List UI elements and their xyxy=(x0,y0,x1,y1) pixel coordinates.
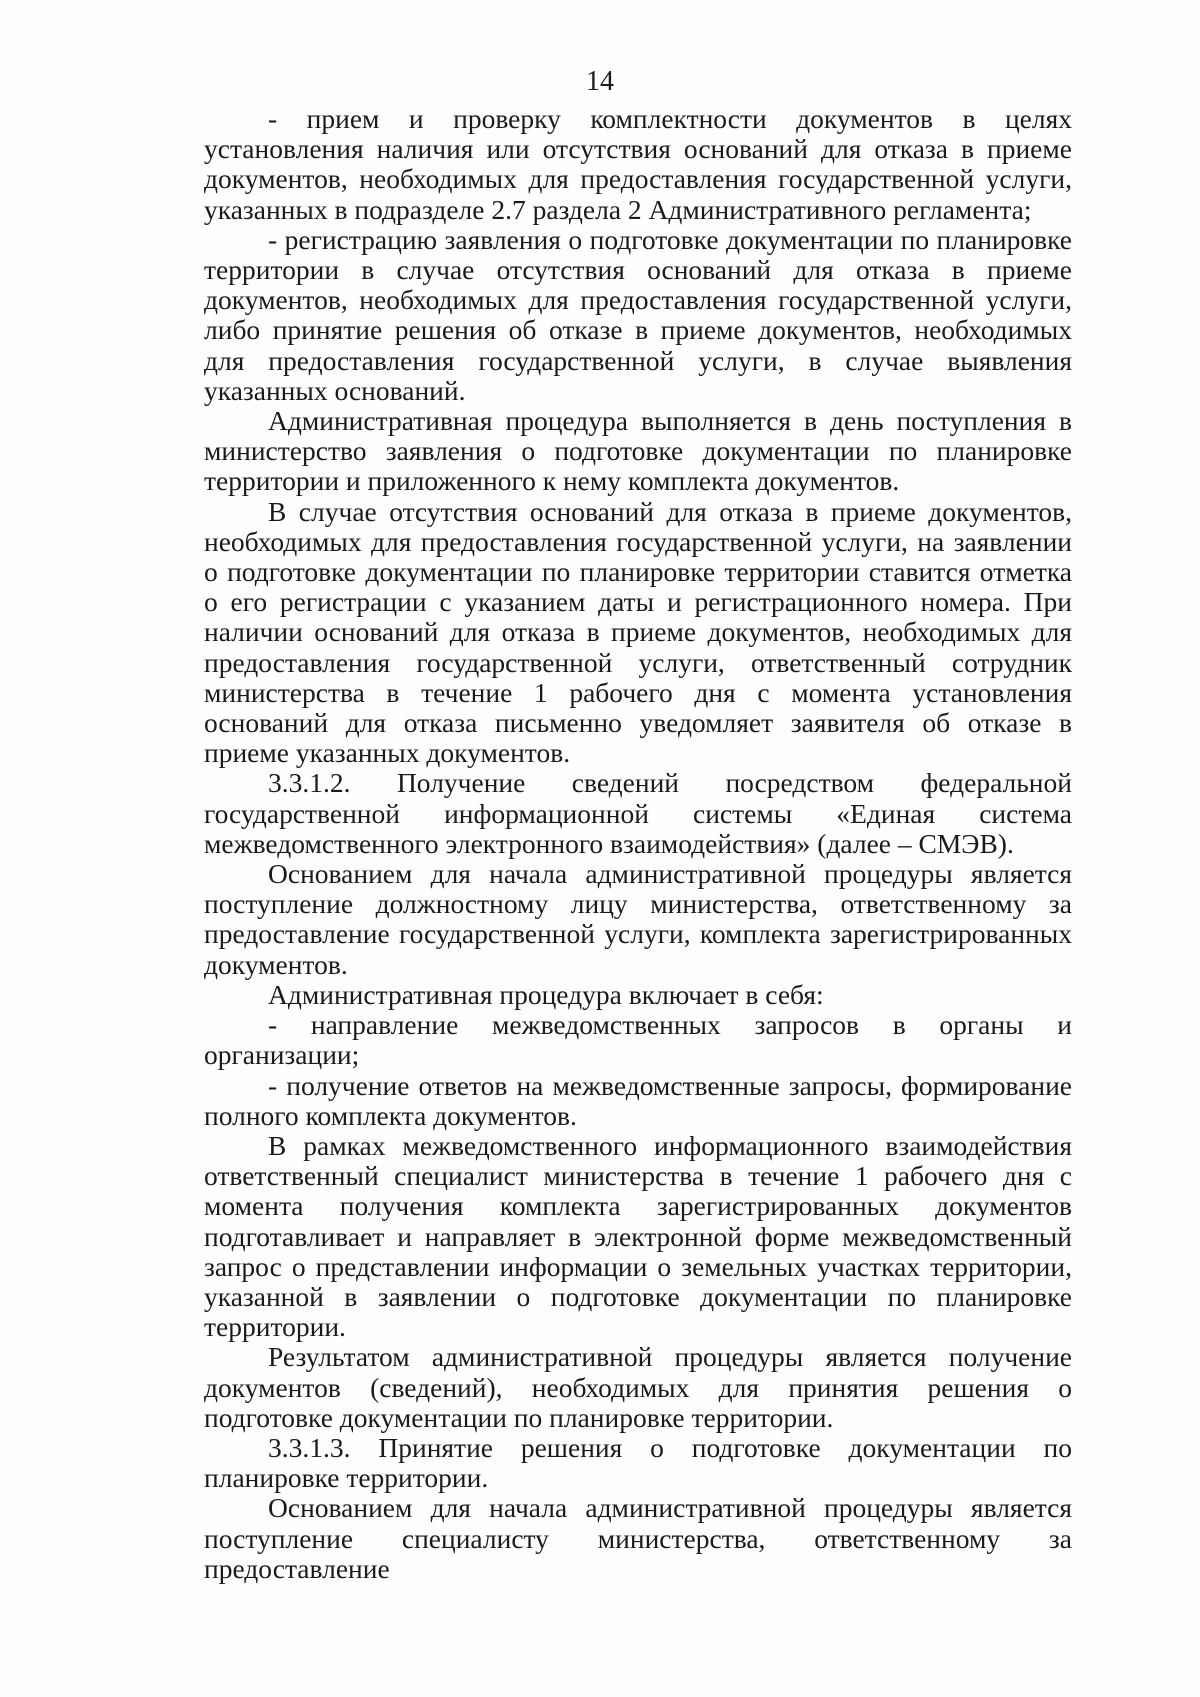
paragraph-list-item-requests: - направление межведомственных запросов в органы и организации; xyxy=(204,1009,1072,1071)
paragraph-basis-procedure: Основанием для начала административной процедуры является поступление должностному лицу министерства, ответственному за предоставление государственной услуги, комплекта зарегистрированных документов. xyxy=(204,858,1072,980)
paragraph-interagency-interaction: В рамках межведомственного информационного взаимодействия ответственный специалист министерства в течение 1 рабочего дня с момента получения комплекта зарегистрированных документов подготавливает и направляет в электронной форме межведомственный запрос о представлении информации о земельных участках территории, указанной в заявлении о подготовке документации по планировке территории. xyxy=(204,1129,1072,1343)
paragraph-section-3-3-1-2: 3.3.1.2. Получение сведений посредством федеральной государственной информационной системы «Единая система межведомственного электронного взаимодействия» (далее – СМЭВ). xyxy=(204,767,1072,859)
page-number: 14 xyxy=(586,66,614,97)
paragraph-procedure-result: Результатом административной процедуры является получение документов (сведений), необходимых для принятия решения о подготовке документации по планировке территории. xyxy=(204,1341,1072,1433)
paragraph-reception-check: - прием и проверку комплектности документов в целях установления наличия или отсутствия оснований для отказа в приеме документов, необходимых для предоставления государственной услуги, указанных в подразделе 2.7 раздела 2 Административного регламента; xyxy=(204,103,1072,225)
paragraph-section-3-3-1-3: 3.3.1.3. Принятие решения о подготовке документации по планировке территории. xyxy=(204,1431,1072,1494)
paragraph-basis-decision: Основанием для начала административной процедуры является поступление специалисту министерства, ответственному за предоставление xyxy=(204,1492,1072,1584)
paragraph-procedure-includes: Административная процедура включает в себя: xyxy=(268,978,824,1010)
paragraph-no-grounds-refusal: В случае отсутствия оснований для отказа в приеме документов, необходимых для предоставления государственной услуги, на заявлении о подготовке документации по планировке территории ставится отметка о его регистрации с указанием даты и регистрационного номера. При наличии оснований для отказа в приеме документов, необходимых для предоставления государственной услуги, ответственный сотрудник министерства в течение 1 рабочего дня с момента установления оснований для отказа письменно уведомляет заявителя об отказе в приеме указанных документов. xyxy=(204,495,1072,769)
paragraph-procedure-day: Административная процедура выполняется в день поступления в министерство заявления о подготовке документации по планировке территории и приложенного к нему комплекта документов. xyxy=(204,405,1072,497)
paragraph-list-item-responses: - получение ответов на межведомственные запросы, формирование полного комплекта документов. xyxy=(204,1069,1072,1131)
document-body xyxy=(204,104,1072,1584)
paragraph-registration: - регистрацию заявления о подготовке документации по планировке территории в случае отсутствия оснований для отказа в приеме документов, необходимых для предоставления государственной услуги, либо принятие решения об отказе в приеме документов, необходимых для предоставления государственной услуги, в случае выявления указанных оснований. xyxy=(204,223,1072,406)
